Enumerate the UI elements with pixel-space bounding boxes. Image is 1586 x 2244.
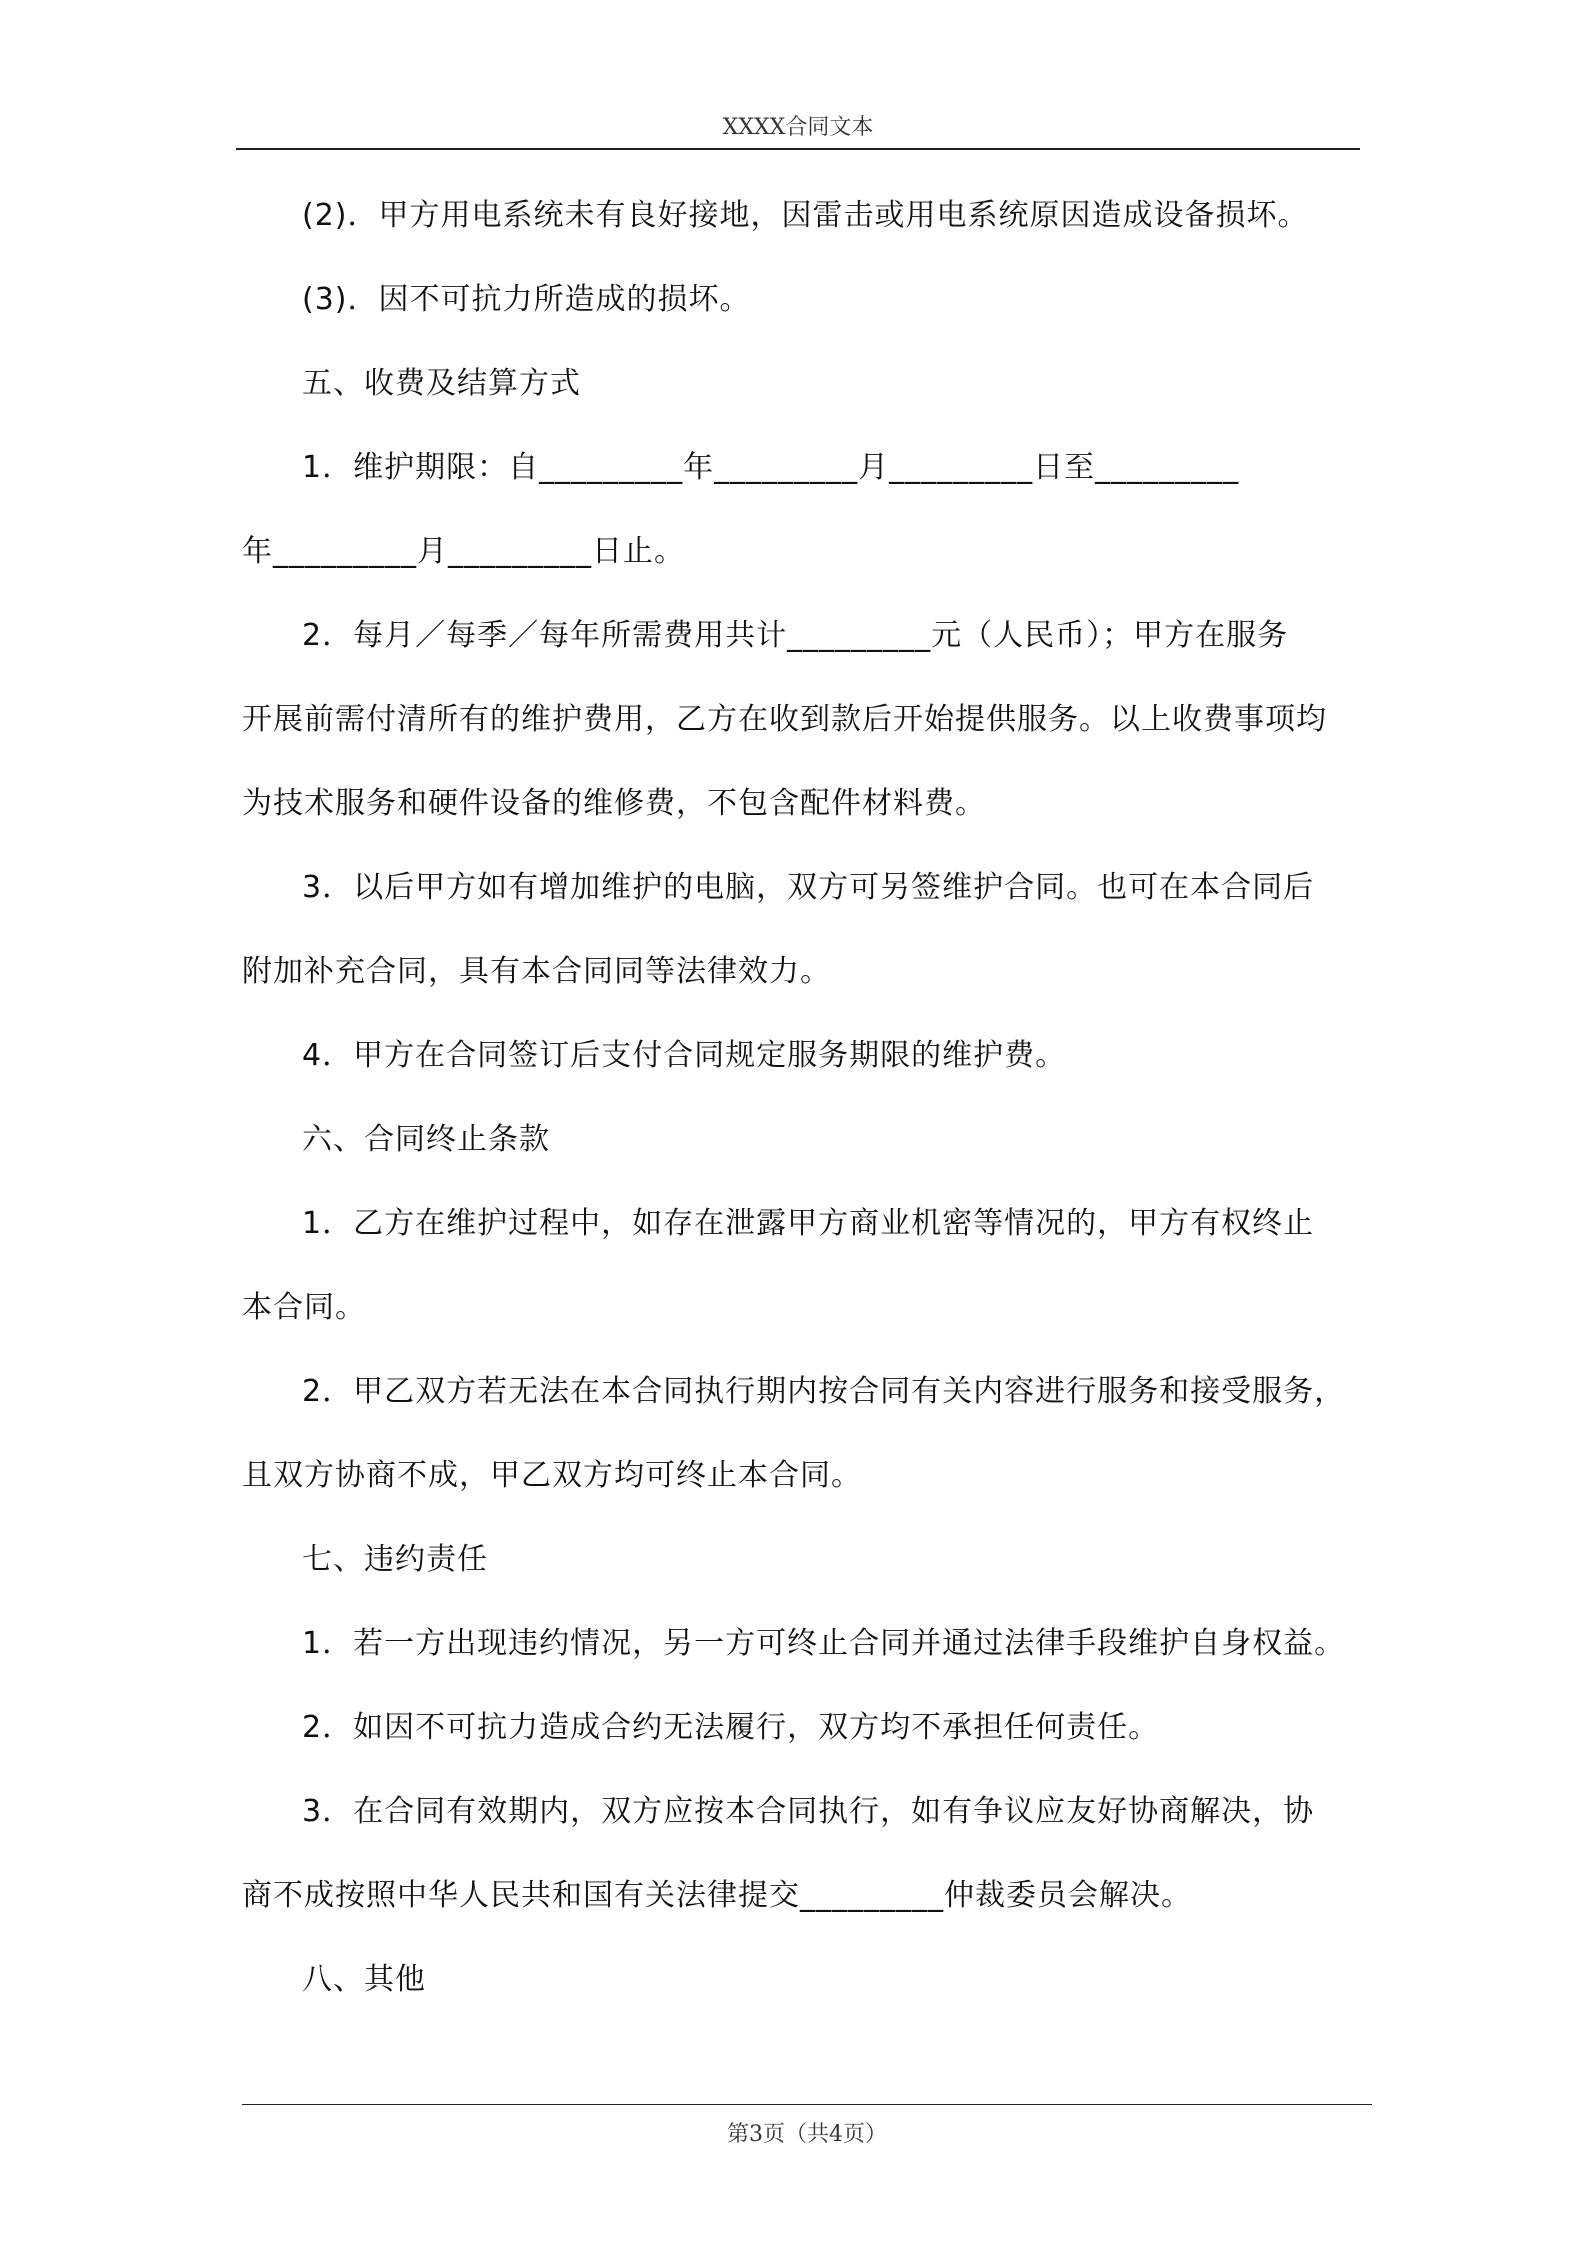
paragraph-line: 2．每月／每季／每年所需费用共计_________元（人民币）；甲方在服务 (302, 618, 1289, 653)
section-heading: 六、合同终止条款 (302, 1122, 550, 1157)
paragraph-line: 4．甲方在合同签订后支付合同规定服务期限的维护费。 (302, 1038, 1067, 1073)
paragraph-line: 且双方协商不成，甲乙双方均可终止本合同。 (242, 1458, 862, 1493)
page-footer (242, 2104, 1372, 2148)
paragraph-line: (3)．因不可抗力所造成的损坏。 (302, 282, 751, 317)
paragraph-line: (2)．甲方用电系统未有良好接地，因雷击或用电系统原因造成设备损坏。 (302, 198, 1309, 233)
paragraph-line: 3．在合同有效期内，双方应按本合同执行，如有争议应友好协商解决，协 (302, 1794, 1315, 1829)
header-title: XXXX合同文本 (722, 115, 874, 140)
section-heading: 五、收费及结算方式 (302, 366, 581, 401)
document-body (242, 196, 1362, 2044)
page-header (236, 108, 1360, 150)
paragraph-line: 1．乙方在维护过程中，如存在泄露甲方商业机密等情况的，甲方有权终止 (302, 1206, 1315, 1241)
paragraph-line: 3．以后甲方如有增加维护的电脑，双方可另签维护合同。也可在本合同后 (302, 870, 1315, 905)
section-heading: 七、违约责任 (302, 1542, 488, 1577)
paragraph-line: 开展前需付清所有的维护费用，乙方在收到款后开始提供服务。以上收费事项均 (242, 702, 1327, 737)
paragraph-line: 附加补充合同，具有本合同同等法律效力。 (242, 954, 831, 989)
page-number: 第3页（共4页） (727, 2122, 887, 2147)
paragraph-line: 年_________月_________日止。 (242, 534, 685, 569)
section-heading: 八、其他 (302, 1962, 426, 1997)
paragraph-line: 商不成按照中华人民共和国有关法律提交_________仲裁委员会解决。 (242, 1878, 1192, 1913)
paragraph-line: 为技术服务和硬件设备的维修费，不包含配件材料费。 (242, 786, 986, 821)
paragraph-line: 2．甲乙双方若无法在本合同执行期内按合同有关内容进行服务和接受服务， (302, 1374, 1346, 1409)
paragraph-line: 2．如因不可抗力造成合约无法履行，双方均不承担任何责任。 (302, 1710, 1160, 1745)
paragraph-line: 本合同。 (242, 1290, 366, 1325)
paragraph-line: 1．若一方出现违约情况，另一方可终止合同并通过法律手段维护自身权益。 (302, 1626, 1346, 1661)
paragraph-line: 1．维护期限：自_________年_________月_________日至_________ (302, 450, 1240, 485)
